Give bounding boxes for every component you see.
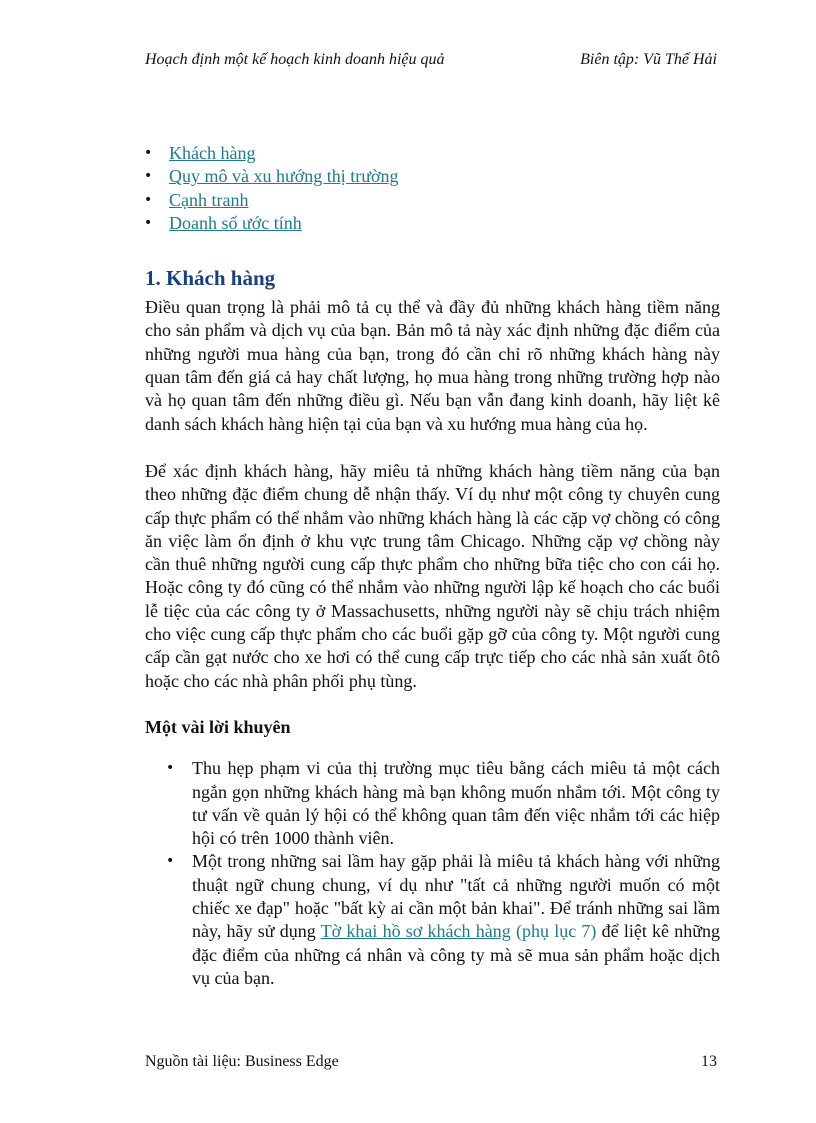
header-title: Hoạch định một kế hoạch kinh doanh hiệu quả xyxy=(145,51,445,68)
tips-list xyxy=(145,757,720,990)
paragraph-2: Để xác định khách hàng, hãy miêu tả những khách hàng tiềm năng của bạn theo những đặc điểm chung dễ nhận thấy. Ví dụ như một công ty chuyên cung cấp thực phẩm có thể nhắm vào những khách hàng là các cặp vợ chồng có công ăn việc làm ổn định ở khu vực trung tâm Chicago. Những cặp vợ chồng này cần thuê những người cung cấp thực phẩm cho những bữa tiệc cho con cái họ. Hoặc công ty đó cũng có thể nhắm vào những người lập kế hoạch cho các buổi lễ tiệc của các công ty ở Massachusetts, những người này sẽ chịu trách nhiệm cho việc cung cấp thực phẩm cho các buổi gặp gỡ của công ty. Một người cung cấp cần gạt nước cho xe hơi có thể cung cấp trực tiếp cho các nhà sản xuất ôtô hoặc cho các nhà phân phối phụ tùng. xyxy=(145,460,720,691)
toc-link-competition[interactable]: Cạnh tranh xyxy=(169,189,249,210)
tips-heading: Một vài lời khuyên xyxy=(145,716,291,737)
section-heading: 1. Khách hàng xyxy=(145,266,276,291)
tip-1-text: Thu hẹp phạm vi của thị trường mục tiêu bằng cách miêu tả một cách ngắn gọn những khách hàng mà bạn không muốn nhắm tới. Một công ty tư vấn về quản lý hội có thể không quan tâm đến việc nhắm tới các hiệp hội có trên 1000 thành viên. xyxy=(192,758,720,849)
toc-item-competition xyxy=(144,189,720,212)
tip-2-text-after: để liệt kê những đặc điểm của những cá nhân và công ty mà sẽ mua sản phẩm hoặc dịch vụ của bạn. xyxy=(192,921,721,988)
toc-link-sales-estimate[interactable]: Doanh số ước tính xyxy=(169,212,302,233)
bullet-icon: • xyxy=(144,191,153,208)
customer-profile-form-link[interactable]: Tờ khai hồ sơ khách hàng xyxy=(320,921,511,942)
table-of-contents xyxy=(145,142,720,235)
bullet-icon: • xyxy=(166,760,175,777)
tip-2-text-before: Một trong những sai lầm hay gặp phải là miêu tả khách hàng với những thuật ngữ chung chung, ví dụ như "tất cả những người muốn có một chiếc xe đạp" hoặc "bất kỳ ai cần một bản khai". Để tránh những sai lầm này, hãy sử dụng xyxy=(192,851,720,942)
bullet-icon: • xyxy=(166,853,175,870)
toc-item-customers xyxy=(144,142,720,165)
toc-link-market-size[interactable]: Quy mô và xu hướng thị trường xyxy=(169,166,399,187)
paragraph-1: Điều quan trọng là phải mô tả cụ thể và đầy đủ những khách hàng tiềm năng cho sản phẩm và dịch vụ của bạn. Bản mô tả này xác định những đặc điểm của những người mua hàng của bạn, trong đó cần chỉ rõ những khách hàng này quan tâm đến giá cả hay chất lượng, họ mua hàng trong những trường hợp nào và họ quan tâm đến những điều gì. Nếu bạn vẫn đang kinh doanh, hãy liệt kê danh sách khách hàng hiện tại của bạn và xu hướng mua hàng của họ. xyxy=(145,297,720,434)
toc-link-customers[interactable]: Khách hàng xyxy=(169,143,256,163)
footer-source: Nguồn tài liệu: Business Edge xyxy=(145,1053,339,1070)
bullet-icon: • xyxy=(144,145,153,161)
page-number: 13 xyxy=(701,1053,717,1070)
toc-item-market-size xyxy=(144,165,720,188)
header-editor: Biên tập: Vũ Thế Hải xyxy=(580,51,717,68)
page-content xyxy=(145,142,720,990)
bullet-icon: • xyxy=(144,214,153,231)
appendix-note: (phụ lục 7) xyxy=(515,921,597,942)
toc-item-sales-estimate xyxy=(144,212,720,235)
tip-item-1 xyxy=(166,757,720,850)
bullet-icon: • xyxy=(144,168,153,185)
tip-item-2 xyxy=(166,850,721,990)
